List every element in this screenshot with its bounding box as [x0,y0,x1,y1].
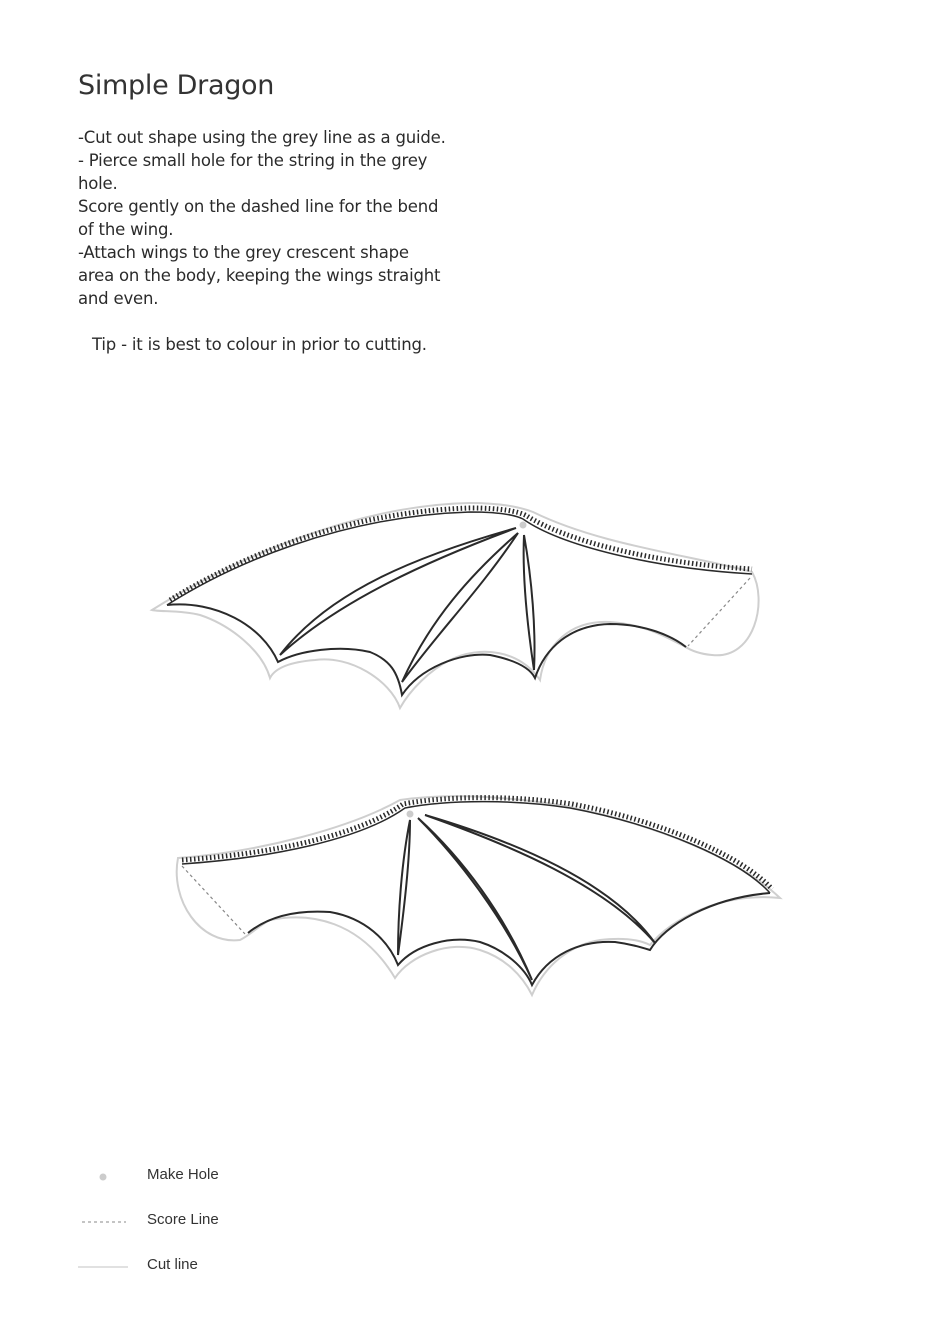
instructions [78,126,448,356]
wing-finger-1 [280,528,516,655]
wing-score-line [688,578,750,646]
wing-membrane-edge [248,893,770,985]
instruction-cut: -Cut out shape using the grey line as a guide. [78,128,446,147]
cut-line-icon [78,1258,128,1274]
instruction-pierce: - Pierce small hole for the string in the grey hole. [78,151,428,193]
left-wing-template [0,480,950,720]
instruction-attach: -Attach wings to the grey crescent shape area on the body, keeping the wings straight and even. [78,243,441,308]
legend-cut-label: Cut line [147,1256,198,1273]
tip-text: Tip - it is best to colour in prior to cutting. [92,335,427,354]
wing-hole [520,522,527,529]
wing-finger-3 [524,535,535,670]
wing-finger-2 [418,818,532,980]
hole-icon [78,1168,128,1184]
legend [78,1160,378,1295]
legend-hole-label: Make Hole [147,1166,219,1183]
wing-leading-edge-hatch [182,798,772,889]
page-title: Simple Dragon [78,70,275,101]
instruction-score: Score gently on the dashed line for the bend of the wing. [78,197,439,239]
right-wing-template [0,780,950,1010]
wing-finger-1 [398,820,410,955]
legend-hole [78,1160,378,1205]
legend-score-label: Score Line [147,1211,219,1228]
wing-finger-3 [425,815,655,943]
wing-cut-outline [152,503,759,708]
wing-hole [407,811,414,818]
wing-cut-outline [177,796,780,995]
legend-score [78,1205,378,1250]
legend-cut [78,1250,378,1295]
score-line-icon [78,1213,128,1229]
wing-finger-2 [402,533,518,682]
wing-score-line [182,866,245,934]
